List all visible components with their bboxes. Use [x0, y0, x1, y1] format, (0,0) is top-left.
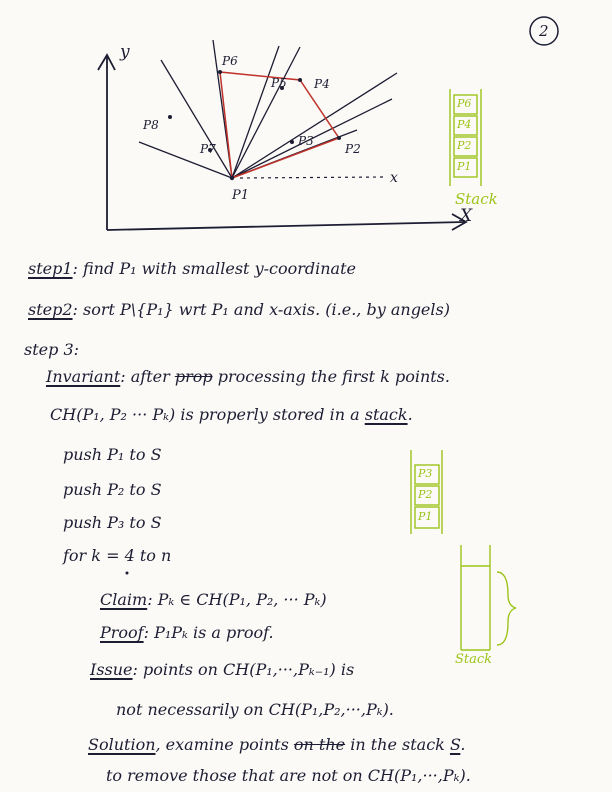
page-number: 2 — [539, 22, 549, 40]
x-axis-small-label: x — [390, 170, 398, 186]
claim-text: : Pₖ ∈ CH(P₁, P₂, ··· Pₖ) — [147, 590, 327, 609]
proof-label: Proof — [100, 623, 144, 642]
side-stack-item-p2: P2 — [418, 488, 433, 501]
side-stack-item-p1: P1 — [418, 510, 433, 523]
issue-line-2: not necessarily on CH(P₁,P₂,···,Pₖ). — [116, 700, 394, 719]
x-axis-label: X — [460, 206, 473, 226]
solution-s: S — [449, 735, 461, 754]
ch-pre: CH(P₁, P₂ ··· Pₖ) is properly stored in a — [50, 405, 360, 424]
ch-stack: stack — [364, 405, 408, 424]
rays — [139, 40, 397, 178]
side-stack-2-label: Stack — [455, 652, 493, 667]
stack-item-p2: P2 — [457, 139, 472, 152]
solution-struck: on the — [293, 735, 346, 754]
point-label-p3: P3 — [298, 134, 314, 148]
invariant-struck: prop — [174, 367, 213, 386]
figure-stack-label: Stack — [455, 190, 498, 208]
ch-line — [50, 405, 413, 424]
step2-text: : sort P\{P₁} wrt P₁ and x-axis. (i.e., by angels) — [72, 300, 450, 319]
side-stack-item-p3: P3 — [418, 467, 433, 480]
step2-line — [28, 300, 450, 319]
stack-item-p6: P6 — [457, 97, 472, 110]
claim-label: Claim — [100, 590, 148, 609]
point-label-p6: P6 — [222, 54, 238, 68]
solution-label: Solution — [88, 735, 156, 754]
issue-line — [90, 660, 354, 679]
invariant-line — [46, 367, 450, 386]
solution-end: . — [460, 735, 466, 754]
step1-line — [28, 259, 356, 278]
solution-pre: , examine points — [155, 735, 289, 754]
step2-label: step2 — [28, 300, 73, 319]
step1-label: step1 — [28, 259, 73, 278]
x-axis — [107, 222, 465, 230]
point-label-p1: P1 — [232, 188, 250, 203]
remove-line: to remove those that are not on CH(P₁,···,Pₖ). — [106, 766, 471, 785]
proof-line — [100, 623, 274, 642]
y-axis-label: y — [120, 42, 130, 62]
stack-item-p4: P4 — [457, 118, 472, 131]
point-label-p5: P5 — [271, 76, 287, 90]
issue-label: Issue — [90, 660, 133, 679]
push-p2-line: push P₂ to S — [63, 480, 162, 499]
step3-label: step 3: — [24, 340, 80, 359]
stack-item-p1: P1 — [457, 160, 472, 173]
point-label-p2: P2 — [345, 142, 361, 156]
point-label-p7: P7 — [200, 142, 216, 156]
point-label-p8: P8 — [143, 118, 159, 132]
invariant-label: Invariant — [46, 367, 121, 386]
issue-text: : points on CH(P₁,···,Pₖ₋₁) is — [132, 660, 355, 679]
push-p3-line: push P₃ to S — [63, 513, 162, 532]
solution-line — [88, 735, 465, 754]
invariant-post: processing the first k points. — [217, 367, 450, 386]
invariant-colon: : — [120, 367, 126, 386]
ch-end: . — [407, 405, 413, 424]
solution-mid: in the stack — [350, 735, 445, 754]
dashed-line — [240, 177, 385, 178]
side-stack-2 — [461, 545, 516, 650]
invariant-pre: after — [130, 367, 170, 386]
for-loop-line: for k = 4 to n — [63, 546, 172, 565]
claim-line — [100, 590, 327, 609]
point-label-p4: P4 — [314, 77, 330, 91]
push-p1-line: push P₁ to S — [63, 445, 162, 464]
proof-text: : P₁Pₖ is a proof. — [143, 623, 274, 642]
step1-text: : find P₁ with smallest y-coordinate — [72, 259, 356, 278]
